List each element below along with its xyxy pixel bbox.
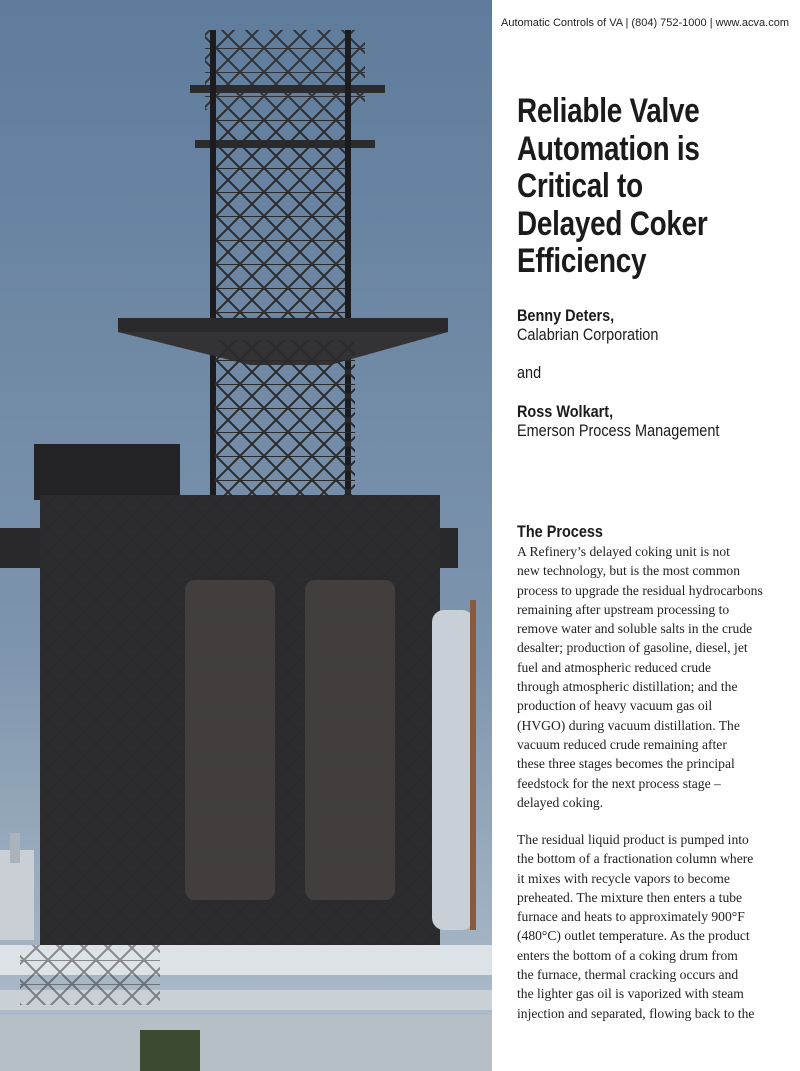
body-line: (480°C) outlet temperature. As the product <box>517 928 750 944</box>
body-line: vacuum reduced crude remaining after <box>517 736 727 752</box>
title-line: Reliable Valve <box>517 92 700 130</box>
body-line: furnace and heats to approximately 900°F <box>517 909 745 925</box>
body-line: desalter; production of gasoline, diesel, jet <box>517 640 748 656</box>
body-line: injection and separated, flowing back to the <box>517 1005 755 1021</box>
body-line: The residual liquid product is pumped into <box>517 832 749 847</box>
body-line: these three stages becomes the principal <box>517 756 735 772</box>
author-name: Benny Deters, <box>517 306 615 325</box>
author-org: Emerson Process Management <box>517 421 720 440</box>
body-line: process to upgrade the residual hydrocarbons <box>517 582 763 598</box>
body-line: production of heavy vacuum gas oil <box>517 698 713 714</box>
body-line: preheated. The mixture then enters a tube <box>517 889 743 905</box>
body-line: fuel and atmospheric reduced crude <box>517 659 711 675</box>
author-name: Ross Wolkart, <box>517 402 614 421</box>
body-line: through atmospheric distillation; and the <box>517 679 738 695</box>
body-line: A Refinery’s delayed coking unit is not <box>517 544 730 559</box>
article-title <box>517 93 708 281</box>
body-line: (HVGO) during vacuum distillation. The <box>517 717 740 733</box>
body-line: new technology, but is the most common <box>517 563 741 579</box>
section-heading: The Process <box>517 522 603 541</box>
author-conjunction: and <box>517 363 542 382</box>
author-org: Calabrian Corporation <box>517 325 659 344</box>
body-line: the bottom of a fractionation column where <box>517 851 754 867</box>
body-line: remove water and soluble salts in the crude <box>517 621 753 637</box>
body-line: it mixes with recycle vapors to become <box>517 870 730 886</box>
title-line: Efficiency <box>517 242 647 280</box>
body-line: remaining after upstream processing to <box>517 601 730 617</box>
body-line: delayed coking. <box>517 794 604 810</box>
title-line: Delayed Coker <box>517 204 708 243</box>
title-line: Automation is <box>517 129 700 168</box>
page-header: Automatic Controls of VA | (804) 752-1000 | www.acva.com <box>501 17 789 29</box>
body-line: feedstock for the next process stage – <box>517 775 721 791</box>
body-line: enters the bottom of a coking drum from <box>517 947 738 963</box>
paragraph-2 <box>517 830 754 1023</box>
paragraph-1 <box>517 542 763 812</box>
title-line: Critical to <box>517 167 643 205</box>
body-line: the furnace, thermal cracking occurs and <box>517 967 739 983</box>
body-line: the lighter gas oil is vaporized with steam <box>517 986 744 1002</box>
